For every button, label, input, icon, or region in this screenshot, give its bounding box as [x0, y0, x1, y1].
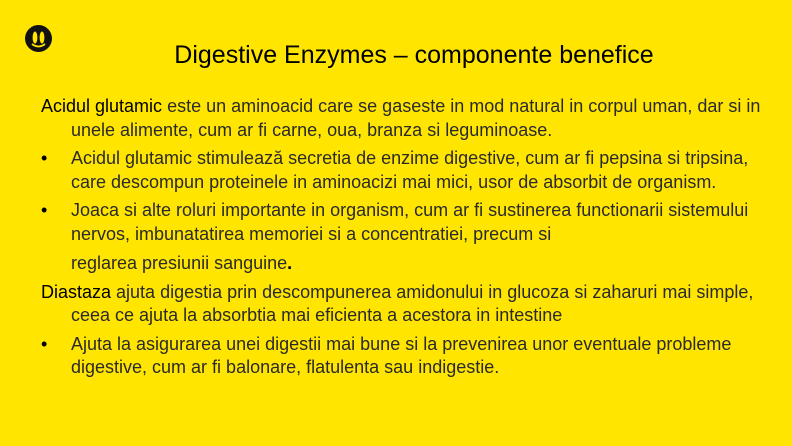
- glutamic-acid-paragraph: [41, 95, 761, 142]
- bullet-item: [41, 333, 761, 380]
- bullet-symbol: •: [41, 148, 48, 168]
- bullet-symbol: •: [41, 200, 48, 220]
- bullet-text: Ajuta la asigurarea unei digestii mai bune si la prevenirea unor eventuale probleme digestive, cum ar fi balonare, flatulenta sau indigestie.: [71, 333, 732, 377]
- bullet-text: Acidul glutamic stimulează secretia de enzime digestive, cum ar fi pepsina si tripsina, care descompun proteinele in aminoacizi mai mici, usor de absorbit de organism.: [71, 148, 749, 192]
- glutamic-acid-text: este un aminoacid care se gaseste in mod natural in corpul uman, dar si in unele alimente, cum ar fi carne, oua, branza si leguminoase.: [71, 96, 761, 140]
- glutamic-acid-term: Acidul glutamic: [41, 96, 163, 116]
- slide-title: Digestive Enzymes – componente benefice: [174, 41, 654, 69]
- bullet-period: .: [287, 253, 293, 273]
- bullet-item: [41, 199, 761, 276]
- bullet-text-tail-words: reglarea presiunii sanguine: [71, 253, 288, 273]
- diastase-paragraph: [41, 281, 761, 328]
- slide-content: [41, 95, 761, 385]
- bullet-item: [41, 147, 761, 194]
- bullet-symbol: •: [41, 333, 48, 354]
- bullet-text-tail: [71, 252, 292, 276]
- bullet-text: Joaca si alte roluri importante in organism, cum ar fi sustinerea functionarii sistemului nervos, imbunatatirea memoriei si a concentratiei, precum si: [71, 200, 749, 244]
- diastase-text: ajuta digestia prin descompunerea amidonului in glucoza si zaharuri mai simple, ceea ce ajuta la absorbtia mai eficienta a acestora in intestine: [71, 281, 754, 325]
- diastase-term: Diastaza: [41, 281, 112, 302]
